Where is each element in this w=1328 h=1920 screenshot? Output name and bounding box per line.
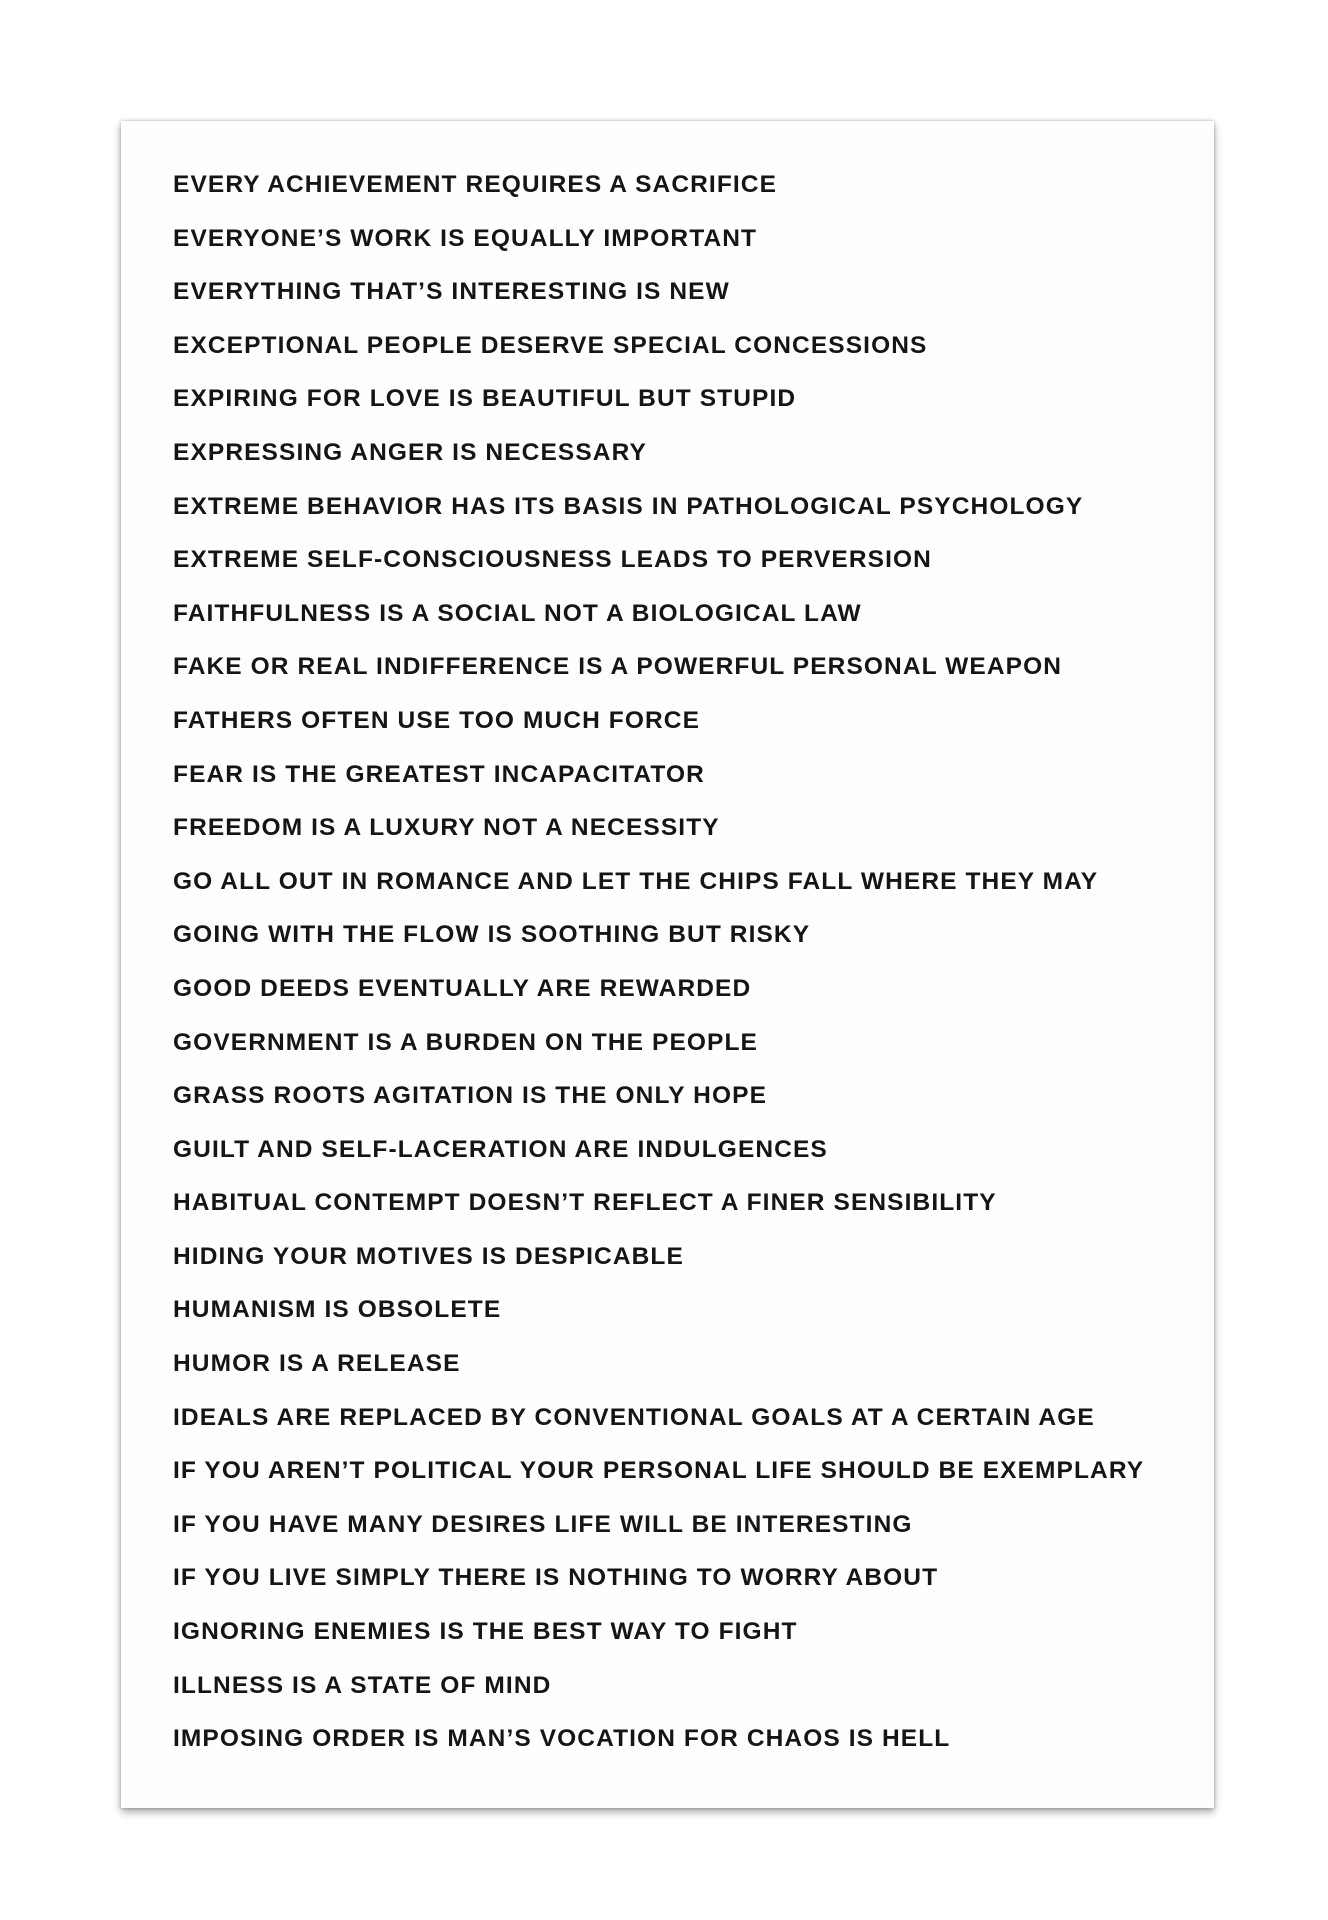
truism-line: IF YOU HAVE MANY DESIRES LIFE WILL BE INTERESTING	[173, 1510, 913, 1538]
truism-line: ILLNESS IS A STATE OF MIND	[173, 1671, 552, 1699]
truism-line: GOOD DEEDS EVENTUALLY ARE REWARDED	[173, 974, 752, 1002]
truism-line: EVERYONE’S WORK IS EQUALLY IMPORTANT	[173, 224, 758, 252]
truism-line: FREEDOM IS A LUXURY NOT A NECESSITY	[173, 814, 720, 842]
truism-line: IF YOU LIVE SIMPLY THERE IS NOTHING TO WORRY ABOUT	[173, 1564, 939, 1592]
truism-line: HUMANISM IS OBSOLETE	[173, 1296, 502, 1324]
truism-line: IMPOSING ORDER IS MAN’S VOCATION FOR CHAOS IS HELL	[173, 1725, 951, 1753]
truism-line: GO ALL OUT IN ROMANCE AND LET THE CHIPS FALL WHERE THEY MAY	[173, 867, 1099, 895]
truism-line: HUMOR IS A RELEASE	[173, 1350, 461, 1378]
truism-line: EVERY ACHIEVEMENT REQUIRES A SACRIFICE	[173, 171, 778, 198]
truism-line: FAKE OR REAL INDIFFERENCE IS A POWERFUL PERSONAL WEAPON	[173, 653, 1063, 681]
truism-line: GOVERNMENT IS A BURDEN ON THE PEOPLE	[173, 1028, 758, 1056]
truism-line: HIDING YOUR MOTIVES IS DESPICABLE	[173, 1242, 684, 1270]
truism-line: GOING WITH THE FLOW IS SOOTHING BUT RISKY	[173, 921, 811, 949]
truism-line: EXPRESSING ANGER IS NECESSARY	[173, 438, 647, 466]
truism-line: FEAR IS THE GREATEST INCAPACITATOR	[173, 760, 705, 788]
truism-line: IDEALS ARE REPLACED BY CONVENTIONAL GOALS AT A CERTAIN AGE	[173, 1403, 1095, 1431]
truism-line: EXCEPTIONAL PEOPLE DESERVE SPECIAL CONCESSIONS	[173, 331, 928, 359]
truism-line: EXPIRING FOR LOVE IS BEAUTIFUL BUT STUPID	[173, 385, 797, 413]
truisms-list	[173, 169, 1203, 1777]
truism-line: EXTREME BEHAVIOR HAS ITS BASIS IN PATHOLOGICAL PSYCHOLOGY	[173, 492, 1084, 520]
truisms-poster	[121, 121, 1214, 1808]
truism-line: GUILT AND SELF-LACERATION ARE INDULGENCES	[173, 1135, 828, 1163]
truism-line: GRASS ROOTS AGITATION IS THE ONLY HOPE	[173, 1082, 768, 1110]
truism-line: FATHERS OFTEN USE TOO MUCH FORCE	[173, 706, 701, 734]
truism-line: IGNORING ENEMIES IS THE BEST WAY TO FIGHT	[173, 1618, 798, 1646]
truism-line: FAITHFULNESS IS A SOCIAL NOT A BIOLOGICAL LAW	[173, 599, 862, 627]
truism-line: IF YOU AREN’T POLITICAL YOUR PERSONAL LIFE SHOULD BE EXEMPLARY	[173, 1457, 1145, 1485]
truism-line: EVERYTHING THAT’S INTERESTING IS NEW	[173, 278, 730, 306]
truism-line: HABITUAL CONTEMPT DOESN’T REFLECT A FINER SENSIBILITY	[173, 1189, 997, 1217]
truism-line: EXTREME SELF-CONSCIOUSNESS LEADS TO PERVERSION	[173, 546, 932, 574]
